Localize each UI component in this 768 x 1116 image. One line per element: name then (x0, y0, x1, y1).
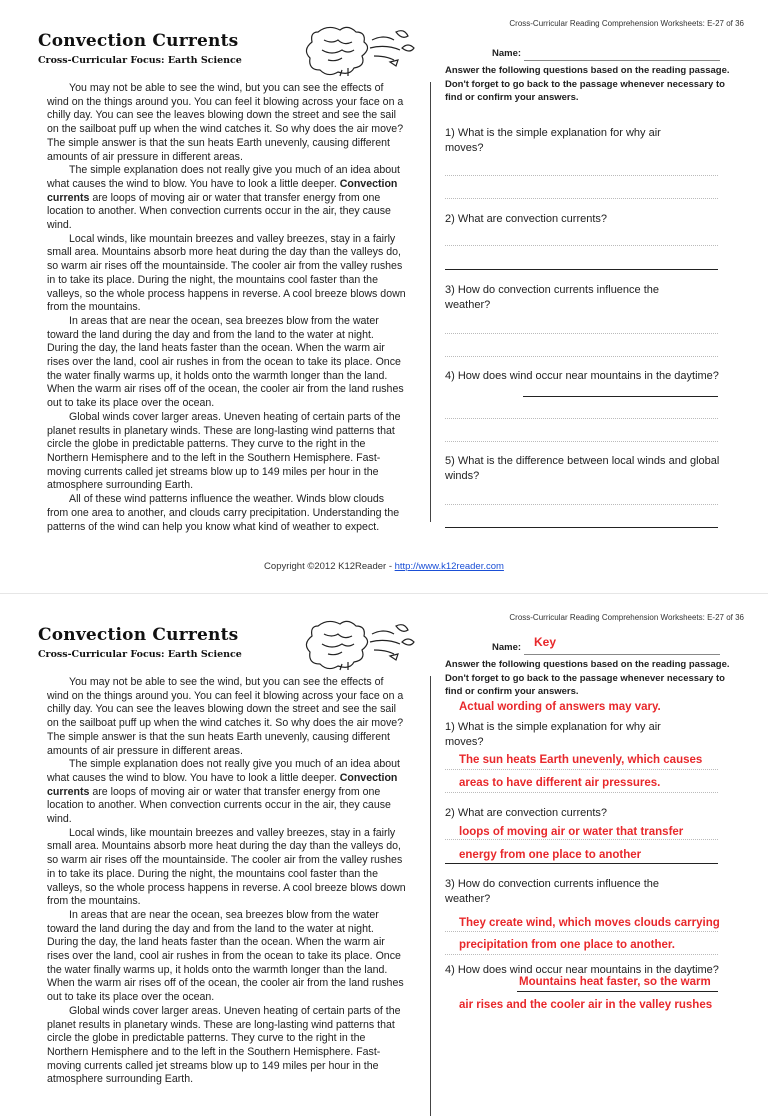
passage-paragraph: You may not be able to see the wind, but you can see the effects of wind on the things around you. You can feel it blowing across your face on a chilly day. You can see the leaves blowing down the street and see the sail on the sailboat puff up when the wind catches it. So why does the air move? The simple answer is that the sun heats Earth unevenly, causing different amounts of air pressure in different areas. (47, 82, 404, 163)
answer-line[interactable] (517, 991, 718, 992)
key-term: Convection currents (47, 771, 398, 798)
passage-paragraph: You may not be able to see the wind, but you can see the effects of wind on the things around you. You can feel it blowing across your face on a chilly day. You can see the leaves blowing down the street and see the sail on the sailboat puff up when the wind catches it. So why does the air move? The simple answer is that the sun heats Earth unevenly, causing different amounts of air pressure in different areas. (47, 676, 404, 757)
copyright: Copyright ©2012 K12Reader - http://www.k12reader.com (264, 561, 504, 572)
question-5: 5) What is the difference between local winds and global winds? (445, 455, 720, 482)
answer-2-line-1: loops of moving air or water that transfer (459, 826, 684, 838)
answer-line[interactable] (445, 839, 718, 840)
reading-passage (47, 82, 407, 534)
page-title: Convection Currents (38, 31, 239, 51)
passage-paragraph: Local winds, like mountain breezes and valley breezes, stay in a fairly small area. Mountains absorb more heat during the day than the valleys do, so warm air rises off the mountainside. The cooler air from the valley rushes in to take its place. During the night, the mountains cool faster than the valleys, so the whole process happens in reverse. A cool breeze blows down from the mountains. (47, 826, 406, 908)
passage-paragraph: Global winds cover larger areas. Uneven heating of certain parts of the planet results in planetary winds. These are long-lasting wind patterns that circle the globe in predictable patterns. They curve to the right in the Northern Hemisphere and to the left in the Southern Hemisphere. Fast-moving currents called jet streams blow up to 149 miles per hour in the atmosphere surrounding Earth. (47, 410, 401, 492)
answer-line[interactable] (445, 504, 718, 505)
answer-4-line-2: air rises and the cooler air in the valley rushes (459, 999, 713, 1011)
answer-line[interactable] (445, 769, 718, 770)
name-value: Key (534, 635, 557, 649)
passage-paragraph: The simple explanation does not really give you much of an idea about what causes the wind to blow. You have to look a little deeper. Convection currents are loops of moving air or water that transfer energy from one location to another. When convection currents occur in the air, they cause wind. (47, 164, 400, 232)
answer-line[interactable] (445, 418, 718, 419)
question-1: 1) What is the simple explanation for why air moves? (445, 127, 661, 154)
answer-3-line-2: precipitation from one place to another. (459, 939, 675, 951)
answer-2-line-2: energy from one place to another (459, 849, 642, 861)
column-divider (430, 82, 431, 522)
instructions: Answer the following questions based on the reading passage. Don't forget to go back to the passage whenever necessary to find or confirm your answers. (445, 659, 730, 697)
answer-line[interactable] (445, 792, 718, 793)
answer-line[interactable] (445, 356, 718, 357)
answer-line[interactable] (445, 198, 718, 199)
answer-line[interactable] (445, 333, 718, 334)
passage-paragraph: Local winds, like mountain breezes and valley breezes, stay in a fairly small area. Mountains absorb more heat during the day than the valleys do, so warm air rises off the mountainside. The cooler air from the valley rushes in to take its place. During the night, the mountains cool faster than the valleys, so the whole process happens in reverse. A cool breeze blows down from the mountains. (47, 232, 406, 314)
question-2: 2) What are convection currents? (445, 213, 608, 225)
answer-line[interactable] (523, 396, 718, 397)
key-term: Convection currents (47, 177, 398, 204)
answer-1-line-1: The sun heats Earth unevenly, which causes (459, 754, 703, 766)
name-label: Name: (492, 642, 522, 653)
answer-line[interactable] (445, 175, 718, 176)
key-note: Actual wording of answers may vary. (459, 701, 661, 713)
wind-illustration (298, 22, 422, 78)
question-4: 4) How does wind occur near mountains in the daytime? (445, 964, 719, 976)
wind-illustration (298, 616, 422, 672)
passage-paragraph: In areas that are near the ocean, sea breezes blow from the water toward the land during the day and from the land to the water at night. During the day, the land heats faster than the ocean. When the warm air rises over the land, cool air rushes in from the ocean to take its place. Once the water finally warms up, it holds onto the warmth longer than the land. When the warm air rises off of the ocean, the cooler air from the land rushes out to take its place over the ocean. (47, 314, 404, 410)
passage-paragraph: The simple explanation does not really give you much of an idea about what causes the wind to blow. You have to look a little deeper. Convection currents are loops of moving air or water that transfer energy from one location to another. When convection currents occur in the air, they cause wind. (47, 758, 400, 826)
name-label: Name: (492, 48, 522, 59)
passage-paragraph: All of these wind patterns influence the weather. Winds blow clouds from one area to another, and clouds carry precipitation. Understanding the patterns of the wind can help you know what kind of weather to expect. (47, 493, 400, 533)
column-divider (430, 676, 431, 1116)
name-field[interactable] (524, 654, 720, 655)
question-2: 2) What are convection currents? (445, 807, 608, 819)
reading-passage (47, 676, 407, 1087)
answer-4-line-1: Mountains heat faster, so the warm (519, 976, 711, 988)
answer-line[interactable] (445, 931, 718, 932)
page-subtitle: Cross-Curricular Focus: Earth Science (38, 55, 242, 66)
question-3: 3) How do convection currents influence the weather? (445, 878, 660, 905)
passage-paragraph: Global winds cover larger areas. Uneven heating of certain parts of the planet results in planetary winds. These are long-lasting wind patterns that circle the globe in predictable patterns. They curve to the right in the Northern Hemisphere and to the left in the Southern Hemisphere. Fast-moving currents called jet streams blow up to 149 miles per hour in the atmosphere surrounding Earth. (47, 1004, 401, 1086)
question-1: 1) What is the simple explanation for why air moves? (445, 721, 661, 748)
page-subtitle: Cross-Curricular Focus: Earth Science (38, 649, 242, 660)
answer-line[interactable] (445, 245, 718, 246)
answer-key-page (0, 593, 768, 1086)
name-field[interactable] (524, 60, 720, 61)
answer-line[interactable] (445, 954, 718, 955)
passage-paragraph: In areas that are near the ocean, sea breezes blow from the water toward the land during the day and from the land to the water at night. During the day, the land heats faster than the ocean. When the warm air rises over the land, cool air rushes in from the ocean to take its place. Once the water finally warms up, it holds onto the warmth longer than the land. When the warm air rises off of the ocean, the cooler air from the land rushes out to take its place over the ocean. (47, 908, 404, 1004)
question-4: 4) How does wind occur near mountains in the daytime? (445, 370, 719, 382)
answer-line[interactable] (445, 441, 718, 442)
copyright-link[interactable]: http://www.k12reader.com (394, 561, 504, 572)
answer-1-line-2: areas to have different air pressures. (459, 777, 661, 789)
answer-3-line-1: They create wind, which moves clouds carrying (459, 917, 720, 929)
question-3: 3) How do convection currents influence the weather? (445, 284, 660, 311)
answer-line[interactable] (445, 863, 718, 864)
answer-line[interactable] (445, 527, 718, 528)
page-header: Cross-Curricular Reading Comprehension Worksheets: E-27 of 36 (509, 613, 744, 622)
instructions: Answer the following questions based on the reading passage. Don't forget to go back to the passage whenever necessary to find or confirm your answers. (445, 65, 730, 103)
answer-line[interactable] (445, 269, 718, 270)
page-header: Cross-Curricular Reading Comprehension Worksheets: E-27 of 36 (509, 19, 744, 28)
page-title: Convection Currents (38, 625, 239, 645)
